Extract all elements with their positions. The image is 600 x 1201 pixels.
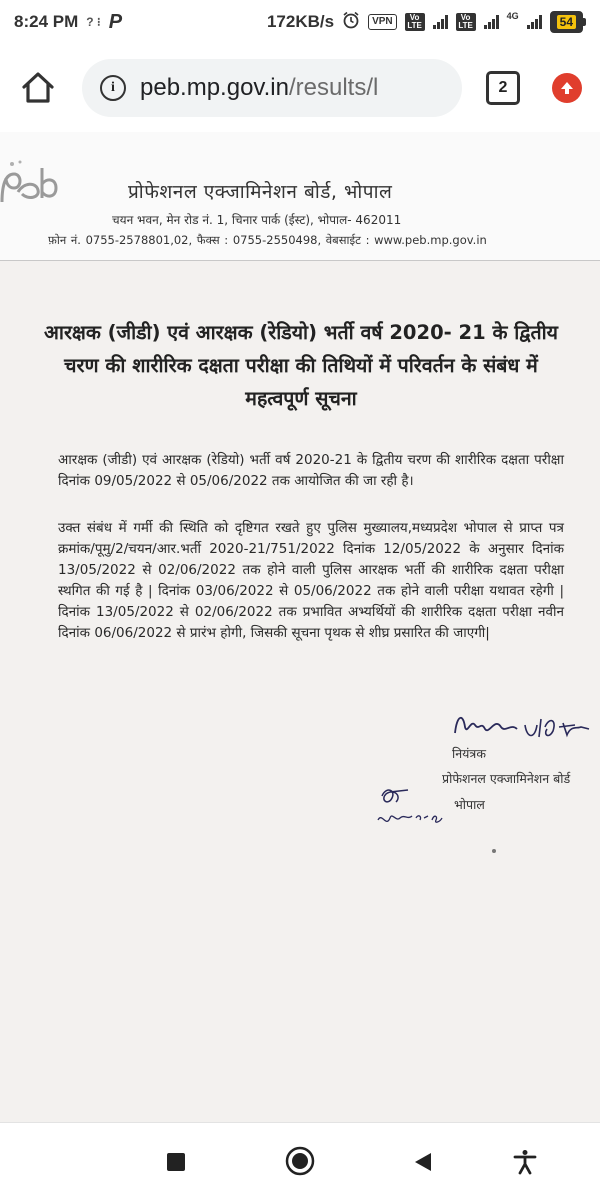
notice-paragraph-1: आरक्षक (जीडी) एवं आरक्षक (रेडियो) भर्ती वर्ष 2020-21 के द्वितीय चरण की शारीरिक दक्षता परीक्षा दिनांक 09/05/2022 से 05/06/2022 तक आयोजित की जा रही है। <box>58 452 564 489</box>
update-icon[interactable] <box>552 73 582 103</box>
alarm-icon <box>342 11 360 34</box>
org-contact: फ़ोन नं. 0755-2578801,02, फैक्स : 0755-2550498, वेबसाईट : www.peb.mp.gov.in <box>48 233 487 247</box>
initials-mark <box>372 782 462 832</box>
battery-level: 54 <box>557 15 576 29</box>
volte-icon-2: Vo LTE <box>456 13 476 31</box>
accessibility-icon <box>512 1149 538 1175</box>
url-path: /results/l <box>288 74 379 101</box>
document-viewer[interactable] <box>0 132 600 1122</box>
org-address: चयन भवन, मेन रोड नं. 1, चिनार पार्क (ईस्ट), भोपाल- 462011 <box>112 213 402 227</box>
home-button[interactable] <box>14 64 62 112</box>
signal-icon-1 <box>433 15 448 29</box>
volte-icon-1: Vo LTE <box>405 13 425 31</box>
app-notification-icon: P <box>108 10 123 33</box>
system-nav-bar <box>0 1122 600 1201</box>
home-nav-button[interactable] <box>284 1145 316 1177</box>
notice-title: आरक्षक (जीडी) एवं आरक्षक (रेडियो) भर्ती वर्ष 2020- 21 के द्वितीय चरण की शारीरिक दक्षता परीक्षा की तिथियों में परिवर्तन के संबंध में महत्वपूर्ण सूचना <box>44 321 558 410</box>
recents-icon <box>165 1151 187 1173</box>
back-button[interactable] <box>410 1149 436 1175</box>
dot-mark <box>492 849 496 853</box>
accessibility-button[interactable] <box>512 1149 538 1175</box>
notice-paragraph-2: उक्त संबंध में गर्मी की स्थिति को दृष्टिगत रखते हुए पुलिस मुख्यालय,मध्यप्रदेश भोपाल से प्राप्त पत्र क्रमांक/पूमु/2/चयन/आर.भर्ती 2020-21/751/2022 दिनांक 12/05/2022 के अनुसार दिनांक 13/05/2022 से 02/06/2022 तक होने वाली पुलिस आरक्षक भर्ती की शारीरिक दक्षता परीक्षा स्थगित की गई है | दिनांक 03/06/2022 से 05/06/2022 तक होने वाली परीक्षा यथावत रहेगी | दिनांक 13/05/2022 से 02/06/2022 तक प्रभावित अभ्यर्थियों की शारीरिक दक्षता परीक्षा नवीन दिनांक 06/06/2022 से प्रारंभ होगी, जिसकी सूचना पृथक से शीघ्र प्रसारित की जाएगी| <box>58 520 564 641</box>
signal-icon-2 <box>484 15 499 29</box>
signatory-organization: प्रोफेशनल एक्जामिनेशन बोर्ड <box>442 771 571 786</box>
url-bar[interactable] <box>82 59 462 117</box>
signatory-city: भोपाल <box>454 797 485 812</box>
notification-indicators: ? ⁝ <box>86 15 101 29</box>
handwritten-signature <box>445 705 595 745</box>
tab-switcher-button[interactable]: 2 <box>486 71 520 105</box>
vpn-icon: VPN <box>368 14 397 30</box>
home-circle-icon <box>284 1145 316 1177</box>
letterhead <box>0 132 600 261</box>
info-icon[interactable]: i <box>100 75 126 101</box>
peb-logo <box>0 154 60 214</box>
signatory-designation: नियंत्रक <box>452 746 486 761</box>
network-speed: 172KB/s <box>266 12 335 31</box>
browser-toolbar <box>0 44 600 132</box>
status-bar <box>0 0 600 44</box>
network-type-4g: 4G <box>506 10 519 21</box>
status-left <box>14 11 122 34</box>
home-icon <box>18 68 58 108</box>
battery-icon <box>550 11 586 33</box>
back-icon <box>411 1150 435 1174</box>
signal-icon-3 <box>527 15 542 29</box>
status-right <box>267 11 586 34</box>
clock: 8:24 PM <box>14 12 79 31</box>
org-name: प्रोफेशनल एक्जामिनेशन बोर्ड, भोपाल <box>128 181 393 203</box>
url-domain: peb.mp.gov.in <box>140 74 289 101</box>
recents-button[interactable] <box>163 1149 189 1175</box>
url-text[interactable] <box>140 74 378 102</box>
